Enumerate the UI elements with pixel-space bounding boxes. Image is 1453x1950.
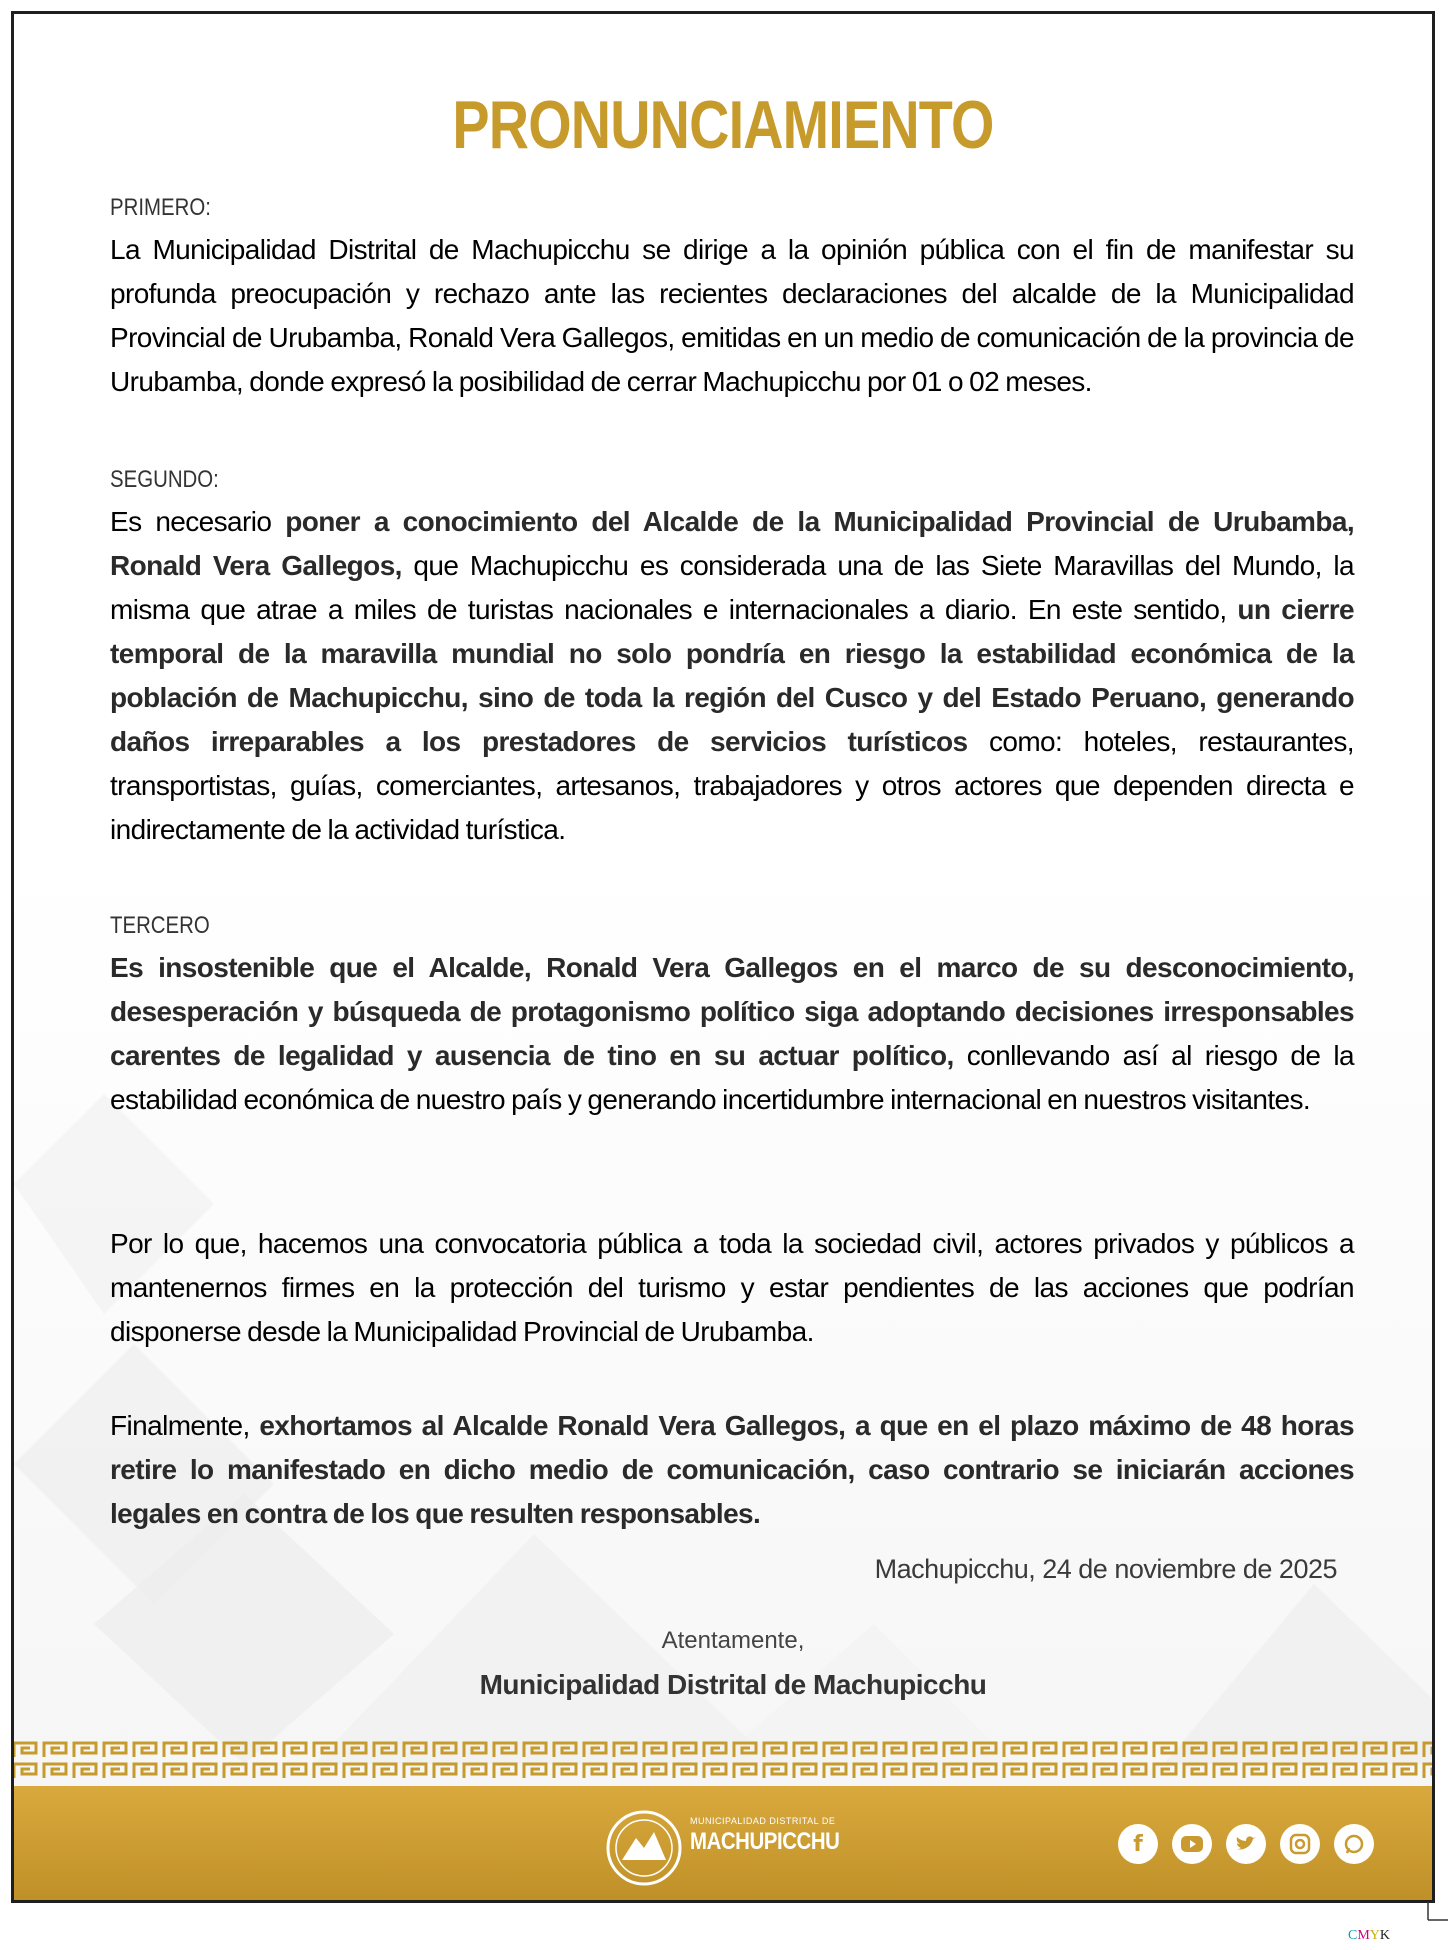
greek-key-segment — [74, 1764, 96, 1778]
greek-key-segment — [314, 1764, 336, 1778]
footer-bar — [14, 1786, 1432, 1903]
greek-key-segment — [1274, 1764, 1296, 1778]
greek-key-segment — [524, 1743, 546, 1757]
section-text — [110, 500, 1354, 852]
greek-key-segment — [1154, 1764, 1176, 1778]
greek-key-segment — [614, 1743, 636, 1757]
greek-key-segment — [194, 1743, 216, 1757]
greek-key-segment — [584, 1743, 606, 1757]
greek-key-segment — [434, 1743, 456, 1757]
greek-key-segment — [1004, 1764, 1026, 1778]
greek-key-segment — [1304, 1764, 1326, 1778]
greek-key-segment — [344, 1743, 366, 1757]
text-run: como: hoteles, restaurantes, transportistas, guías, comerciantes, artesanos, trabajadores y otros actores que dependen directa e indirectamente de la actividad turística. — [110, 726, 1354, 845]
greek-key-segment — [794, 1743, 816, 1757]
text-run: Es necesario — [110, 506, 286, 537]
text-run: Finalmente, — [110, 1410, 260, 1441]
greek-key-segment — [1064, 1743, 1086, 1757]
greek-key-segment — [134, 1743, 156, 1757]
greek-key-segment — [914, 1743, 936, 1757]
youtube-icon[interactable] — [1172, 1824, 1212, 1864]
greek-key-segment — [854, 1764, 876, 1778]
greek-key-segment — [764, 1764, 786, 1778]
section-heading: TERCERO — [110, 912, 210, 939]
greek-key-segment — [1424, 1743, 1432, 1757]
greek-key-segment — [704, 1764, 726, 1778]
section-primero — [110, 194, 1354, 404]
section-convocatoria — [110, 1222, 1354, 1354]
greek-key-segment — [44, 1764, 66, 1778]
greek-key-segment — [644, 1743, 666, 1757]
greek-key-segment — [494, 1743, 516, 1757]
greek-key-segment — [1184, 1764, 1206, 1778]
text-run: que Machupicchu es considerada una de las Siete Maravillas del Mundo, la misma que atrae a miles de turistas nacionales e internacionales a diario. En este sentido, — [110, 550, 1354, 625]
greek-key-segment — [1094, 1764, 1116, 1778]
bold-run: poner a conocimiento del Alcalde de la Municipalidad Provincial de Urubamba, Ronald Vera Gallegos, — [110, 506, 1354, 581]
greek-key-segment — [794, 1764, 816, 1778]
greek-key-segment — [554, 1743, 576, 1757]
greek-key-segment — [824, 1764, 846, 1778]
closing-text: Atentamente, — [661, 1627, 805, 1654]
greek-key-segment — [374, 1764, 396, 1778]
signature: Municipalidad Distrital de Machupicchu — [479, 1669, 987, 1700]
whatsapp-icon[interactable] — [1334, 1824, 1374, 1864]
greek-key-segment — [974, 1743, 996, 1757]
greek-key-segment — [1334, 1743, 1356, 1757]
greek-key-segment — [1034, 1743, 1056, 1757]
greek-key-segment — [344, 1764, 366, 1778]
greek-key-segment — [674, 1764, 696, 1778]
bold-run: Es insostenible que el Alcalde, Ronald Vera Gallegos en el marco de su desconocimiento, desesperación y búsqueda de protagonismo político siga adoptando decisiones irresponsables carentes de legalidad y ausencia de tino en su actuar político, — [110, 952, 1354, 1071]
greek-key-segment — [1274, 1743, 1296, 1757]
document-title: PRONUNCIAMIENTO — [452, 87, 994, 163]
greek-key-segment — [524, 1764, 546, 1778]
greek-key-segment — [974, 1764, 996, 1778]
greek-key-segment — [884, 1764, 906, 1778]
greek-key-border — [14, 1740, 1432, 1782]
greek-key-segment — [224, 1743, 246, 1757]
greek-key-segment — [164, 1743, 186, 1757]
greek-key-segment — [914, 1764, 936, 1778]
greek-key-segment — [434, 1764, 456, 1778]
greek-key-segment — [614, 1764, 636, 1778]
greek-key-segment — [44, 1743, 66, 1757]
greek-key-segment — [284, 1743, 306, 1757]
greek-key-segment — [404, 1764, 426, 1778]
greek-key-segment — [824, 1743, 846, 1757]
greek-key-segment — [1034, 1764, 1056, 1778]
greek-key-segment — [704, 1743, 726, 1757]
greek-key-segment — [584, 1764, 606, 1778]
greek-key-segment — [644, 1764, 666, 1778]
greek-key-segment — [14, 1743, 36, 1757]
greek-key-segment — [284, 1764, 306, 1778]
section-final — [110, 1404, 1354, 1536]
greek-key-segment — [1184, 1743, 1206, 1757]
greek-key-segment — [134, 1764, 156, 1778]
text-run: conllevando así al riesgo de la estabilidad económica de nuestro país y generando incertidumbre internacional en nuestros visitantes. — [110, 1040, 1354, 1115]
greek-key-segment — [944, 1764, 966, 1778]
document-page — [11, 11, 1435, 1903]
greek-key-segment — [464, 1743, 486, 1757]
greek-key-segment — [1424, 1764, 1432, 1778]
greek-key-segment — [224, 1764, 246, 1778]
greek-key-segment — [1004, 1743, 1026, 1757]
print-mark: CMYK — [1348, 1928, 1391, 1943]
greek-key-segment — [1154, 1743, 1176, 1757]
greek-key-segment — [1124, 1764, 1146, 1778]
greek-key-segment — [1094, 1743, 1116, 1757]
section-text — [110, 946, 1354, 1122]
greek-key-segment — [1064, 1764, 1086, 1778]
greek-key-segment — [1304, 1743, 1326, 1757]
greek-key-segment — [194, 1764, 216, 1778]
greek-key-segment — [1244, 1764, 1266, 1778]
section-heading: PRIMERO: — [110, 194, 211, 221]
greek-key-segment — [1214, 1743, 1236, 1757]
greek-key-segment — [884, 1743, 906, 1757]
section-text: La Municipalidad Distrital de Machupicchu se dirige a la opinión pública con el fin de manifestar su profunda preocupación y rechazo ante las recientes declaraciones del alcalde de la Municipalidad Provincial de Urubamba, Ronald Vera Gallegos, emitidas en un medio de comunicación de la provincia de Urubamba, donde expresó la posibilidad de cerrar Machupicchu por 01 o 02 meses. — [110, 234, 1354, 397]
bold-run: exhortamos al Alcalde Ronald Vera Gallegos, a que en el plazo máximo de 48 horas retire lo manifestado en dicho medio de comunicación, caso contrario se iniciarán acciones legales en contra de los que resulten responsables. — [110, 1410, 1354, 1529]
section-tercero — [110, 912, 1354, 1122]
greek-key-segment — [674, 1743, 696, 1757]
greek-key-segment — [464, 1764, 486, 1778]
greek-key-segment — [254, 1764, 276, 1778]
greek-key-segment — [314, 1743, 336, 1757]
greek-key-segment — [554, 1764, 576, 1778]
greek-key-segment — [1364, 1764, 1386, 1778]
greek-key-segment — [854, 1743, 876, 1757]
logo-emblem-icon — [604, 1808, 684, 1888]
greek-key-segment — [1244, 1743, 1266, 1757]
crop-mark-icon — [1426, 1900, 1450, 1924]
document-date: Machupicchu, 24 de noviembre de 2025 — [874, 1554, 1337, 1584]
facebook-icon[interactable]: f — [1118, 1824, 1158, 1864]
greek-key-segment — [404, 1743, 426, 1757]
greek-key-segment — [374, 1743, 396, 1757]
section-text: Por lo que, hacemos una convocatoria pública a toda la sociedad civil, actores privados y públicos a mantenernos firmes en la protección del turismo y estar pendientes de las acciones que podrían disponerse desde la Municipalidad Provincial de Urubamba. — [110, 1228, 1354, 1347]
greek-key-segment — [1394, 1764, 1416, 1778]
greek-key-segment — [734, 1743, 756, 1757]
greek-key-segment — [494, 1764, 516, 1778]
bold-run: un cierre temporal de la maravilla mundial no solo pondría en riesgo la estabilidad económica de la población de Machupicchu, sino de toda la región del Cusco y del Estado Peruano, generando daños irreparables a los prestadores de servicios turísticos — [110, 594, 1354, 757]
greek-key-segment — [104, 1764, 126, 1778]
greek-key-segment — [944, 1743, 966, 1757]
greek-key-segment — [74, 1743, 96, 1757]
section-heading: SEGUNDO: — [110, 466, 219, 493]
greek-key-segment — [1364, 1743, 1386, 1757]
greek-key-segment — [1394, 1743, 1416, 1757]
section-text — [110, 1404, 1354, 1536]
twitter-icon[interactable] — [1226, 1824, 1266, 1864]
municipality-logo — [604, 1808, 884, 1888]
greek-key-segment — [254, 1743, 276, 1757]
greek-key-segment — [164, 1764, 186, 1778]
greek-key-segment — [14, 1764, 36, 1778]
logo-subtitle: MUNICIPALIDAD DISTRITAL DE — [690, 1816, 836, 1826]
section-segundo — [110, 466, 1354, 852]
instagram-icon[interactable] — [1280, 1824, 1320, 1864]
greek-key-segment — [104, 1743, 126, 1757]
logo-name: MACHUPICCHU — [690, 1828, 840, 1855]
greek-key-segment — [1334, 1764, 1356, 1778]
greek-key-segment — [1124, 1743, 1146, 1757]
greek-key-segment — [764, 1743, 786, 1757]
greek-key-segment — [734, 1764, 756, 1778]
greek-key-segment — [1214, 1764, 1236, 1778]
